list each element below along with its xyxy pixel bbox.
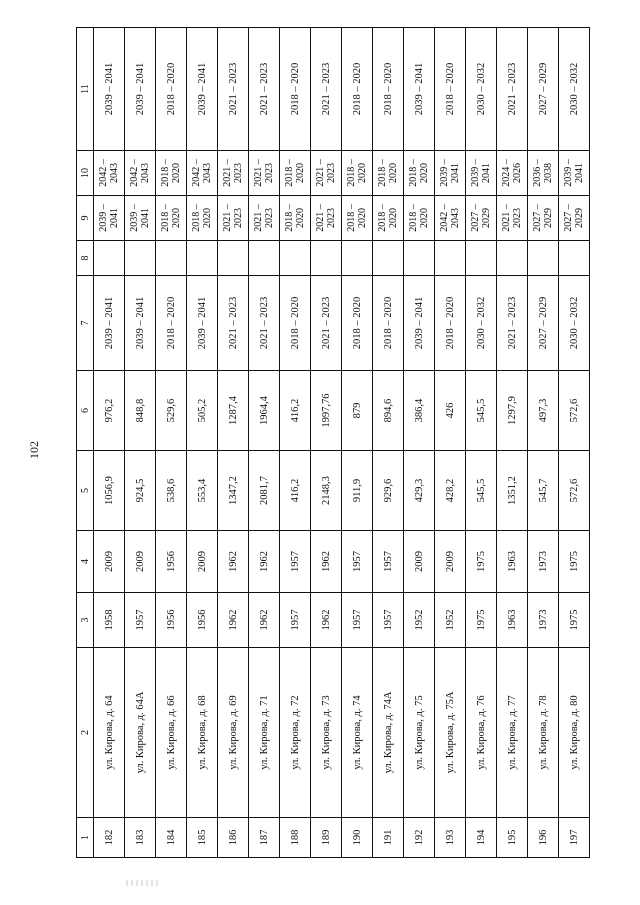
column-9-period-cell-end: 2029 — [543, 208, 554, 228]
total-area-cell: 911,9 — [342, 451, 373, 531]
total-area-cell: 429,3 — [404, 451, 435, 531]
final-period-cell: 2018 – 2020 — [156, 28, 187, 151]
column-10-period-cell-start: 2021 – — [222, 159, 233, 187]
column-8-cell — [559, 241, 590, 276]
address-cell: ул. Кирова, д. 74 — [342, 648, 373, 818]
column-9-period-cell — [559, 196, 590, 241]
address-cell: ул. Кирова, д. 69 — [218, 648, 249, 818]
column-8-cell — [218, 241, 249, 276]
column-10-period-cell — [94, 151, 125, 196]
table-row — [342, 28, 373, 858]
total-area-cell: 2148,3 — [311, 451, 342, 531]
column-9-period-cell-start: 2018 – — [377, 204, 388, 232]
overhaul-year-cell: 1962 — [249, 531, 280, 593]
living-area-cell: 894,6 — [373, 371, 404, 451]
overhaul-year-cell: 1957 — [280, 531, 311, 593]
final-period-cell: 2021 – 2023 — [311, 28, 342, 151]
construction-year-cell: 1973 — [528, 593, 559, 648]
overhaul-year-cell: 2009 — [404, 531, 435, 593]
column-10-period-cell — [125, 151, 156, 196]
construction-year-cell: 1957 — [125, 593, 156, 648]
column-8-cell — [125, 241, 156, 276]
total-area-cell: 428,2 — [435, 451, 466, 531]
construction-year-cell: 1957 — [280, 593, 311, 648]
final-period-cell: 2018 – 2020 — [342, 28, 373, 151]
column-10-period-cell — [373, 151, 404, 196]
row-number-cell: 183 — [125, 818, 156, 858]
total-area-cell: 553,4 — [187, 451, 218, 531]
living-area-cell: 545,5 — [466, 371, 497, 451]
total-area-cell: 1056,9 — [94, 451, 125, 531]
address-cell: ул. Кирова, д. 74А — [373, 648, 404, 818]
living-area-cell: 1997,76 — [311, 371, 342, 451]
column-8-cell — [311, 241, 342, 276]
column-header-3: 3 — [77, 593, 94, 648]
column-9-period-cell-end: 2020 — [419, 208, 430, 228]
column-10-period-cell-start: 2021 – — [253, 159, 264, 187]
planned-period-cell: 2027 – 2029 — [528, 276, 559, 371]
column-9-period-cell-start: 2027 – — [563, 204, 574, 232]
row-number-cell: 186 — [218, 818, 249, 858]
column-10-period-cell-start: 2018 – — [408, 159, 419, 187]
planned-period-cell: 2039 – 2041 — [187, 276, 218, 371]
column-10-period-cell — [559, 151, 590, 196]
living-area-cell: 879 — [342, 371, 373, 451]
table-row — [125, 28, 156, 858]
column-9-period-cell — [280, 196, 311, 241]
column-9-period-cell — [435, 196, 466, 241]
table-row — [404, 28, 435, 858]
living-area-cell: 426 — [435, 371, 466, 451]
column-header-7: 7 — [77, 276, 94, 371]
column-9-period-cell — [249, 196, 280, 241]
column-9-period-cell-end: 2020 — [388, 208, 399, 228]
living-area-cell: 848,8 — [125, 371, 156, 451]
planned-period-cell: 2039 – 2041 — [125, 276, 156, 371]
final-period-cell: 2039 – 2041 — [404, 28, 435, 151]
planned-period-cell: 2018 – 2020 — [435, 276, 466, 371]
column-8-cell — [373, 241, 404, 276]
column-10-period-cell — [280, 151, 311, 196]
living-area-cell: 416,2 — [280, 371, 311, 451]
column-9-period-cell — [125, 196, 156, 241]
overhaul-year-cell: 1962 — [218, 531, 249, 593]
total-area-cell: 1347,2 — [218, 451, 249, 531]
column-9-period-cell-end: 2041 — [109, 208, 120, 228]
total-area-cell: 924,5 — [125, 451, 156, 531]
total-area-cell: 538,6 — [156, 451, 187, 531]
column-10-period-cell — [528, 151, 559, 196]
planned-period-cell: 2021 – 2023 — [218, 276, 249, 371]
table-row — [373, 28, 404, 858]
column-9-period-cell-start: 2027 – — [470, 204, 481, 232]
column-header-6: 6 — [77, 371, 94, 451]
table-row — [280, 28, 311, 858]
column-9-period-cell-start: 2018 – — [408, 204, 419, 232]
column-9-period-cell-end: 2023 — [264, 208, 275, 228]
living-area-cell: 505,2 — [187, 371, 218, 451]
construction-year-cell: 1962 — [218, 593, 249, 648]
column-10-period-cell-end: 2023 — [233, 163, 244, 183]
overhaul-year-cell: 1957 — [342, 531, 373, 593]
living-area-cell: 529,6 — [156, 371, 187, 451]
column-10-period-cell — [187, 151, 218, 196]
final-period-cell: 2018 – 2020 — [435, 28, 466, 151]
column-9-period-cell-start: 2042 – — [439, 204, 450, 232]
final-period-cell: 2018 – 2020 — [280, 28, 311, 151]
address-cell: ул. Кирова, д. 64 — [94, 648, 125, 818]
row-number-cell: 190 — [342, 818, 373, 858]
column-9-period-cell-end: 2020 — [171, 208, 182, 228]
column-10-period-cell-start: 2042 – — [191, 159, 202, 187]
planned-period-cell: 2018 – 2020 — [342, 276, 373, 371]
column-9-period-cell-start: 2021 – — [315, 204, 326, 232]
column-9-period-cell-end: 2023 — [233, 208, 244, 228]
planned-period-cell: 2030 – 2032 — [559, 276, 590, 371]
planned-period-cell: 2018 – 2020 — [156, 276, 187, 371]
column-10-period-cell-end: 2023 — [264, 163, 275, 183]
column-header-1: 1 — [77, 818, 94, 858]
column-8-cell — [94, 241, 125, 276]
column-9-period-cell — [311, 196, 342, 241]
column-10-period-cell-end: 2038 — [543, 163, 554, 183]
address-cell: ул. Кирова, д. 80 — [559, 648, 590, 818]
column-9-period-cell-end: 2023 — [512, 208, 523, 228]
column-9-period-cell-start: 2018 – — [191, 204, 202, 232]
total-area-cell: 2081,7 — [249, 451, 280, 531]
address-cell: ул. Кирова, д. 72 — [280, 648, 311, 818]
column-9-period-cell-end: 2023 — [326, 208, 337, 228]
column-10-period-cell-start: 2042 – — [129, 159, 140, 187]
column-header-2: 2 — [77, 648, 94, 818]
column-header-10: 10 — [77, 151, 94, 196]
column-9-period-cell — [218, 196, 249, 241]
column-8-cell — [342, 241, 373, 276]
column-9-period-cell-start: 2027 – — [532, 204, 543, 232]
overhaul-year-cell: 2009 — [187, 531, 218, 593]
planned-period-cell: 2021 – 2023 — [249, 276, 280, 371]
column-10-period-cell-start: 2018 – — [284, 159, 295, 187]
total-area-cell: 545,5 — [466, 451, 497, 531]
planned-period-cell: 2030 – 2032 — [466, 276, 497, 371]
row-number-cell: 184 — [156, 818, 187, 858]
column-10-period-cell-end: 2043 — [109, 163, 120, 183]
column-8-cell — [435, 241, 466, 276]
final-period-cell: 2030 – 2032 — [559, 28, 590, 151]
address-cell: ул. Кирова, д. 78 — [528, 648, 559, 818]
column-number-header-row — [77, 28, 94, 858]
row-number-cell: 185 — [187, 818, 218, 858]
table-row — [94, 28, 125, 858]
final-period-cell: 2021 – 2023 — [497, 28, 528, 151]
column-8-cell — [528, 241, 559, 276]
column-9-period-cell-start: 2039 – — [129, 204, 140, 232]
living-area-cell: 497,3 — [528, 371, 559, 451]
column-header-8: 8 — [77, 241, 94, 276]
planned-period-cell: 2021 – 2023 — [497, 276, 528, 371]
column-10-period-cell-start: 2039 – — [563, 159, 574, 187]
overhaul-year-cell: 1975 — [466, 531, 497, 593]
construction-year-cell: 1957 — [373, 593, 404, 648]
address-cell: ул. Кирова, д. 77 — [497, 648, 528, 818]
overhaul-year-cell: 1973 — [528, 531, 559, 593]
address-cell: ул. Кирова, д. 68 — [187, 648, 218, 818]
column-10-period-cell-start: 2018 – — [346, 159, 357, 187]
column-9-period-cell — [94, 196, 125, 241]
final-period-cell: 2021 – 2023 — [218, 28, 249, 151]
final-period-cell: 2021 – 2023 — [249, 28, 280, 151]
living-area-cell: 572,6 — [559, 371, 590, 451]
column-10-period-cell-end: 2041 — [574, 163, 585, 183]
row-number-cell: 197 — [559, 818, 590, 858]
construction-year-cell: 1957 — [342, 593, 373, 648]
living-area-cell: 1297,9 — [497, 371, 528, 451]
column-10-period-cell-end: 2020 — [295, 163, 306, 183]
construction-year-cell: 1975 — [559, 593, 590, 648]
row-number-cell: 188 — [280, 818, 311, 858]
column-8-cell — [249, 241, 280, 276]
final-period-cell: 2039 – 2041 — [187, 28, 218, 151]
column-10-period-cell-start: 2039 – — [439, 159, 450, 187]
column-10-period-cell — [156, 151, 187, 196]
column-8-cell — [404, 241, 435, 276]
table-body — [94, 28, 590, 858]
table-row — [435, 28, 466, 858]
column-10-period-cell-end: 2041 — [450, 163, 461, 183]
planned-period-cell: 2039 – 2041 — [404, 276, 435, 371]
column-9-period-cell-start: 2021 – — [501, 204, 512, 232]
column-9-period-cell-end: 2029 — [574, 208, 585, 228]
total-area-cell: 416,2 — [280, 451, 311, 531]
overhaul-year-cell: 1957 — [373, 531, 404, 593]
document-sheet — [76, 28, 586, 858]
overhaul-year-cell: 2009 — [125, 531, 156, 593]
page-number: 102 — [27, 441, 41, 459]
address-cell: ул. Кирова, д. 73 — [311, 648, 342, 818]
column-9-period-cell-start: 2021 – — [222, 204, 233, 232]
address-cell: ул. Кирова, д. 75 — [404, 648, 435, 818]
final-period-cell: 2039 – 2041 — [94, 28, 125, 151]
column-10-period-cell-end: 2020 — [171, 163, 182, 183]
column-10-period-cell-start: 2021 – — [315, 159, 326, 187]
column-10-period-cell-start: 2039 – — [470, 159, 481, 187]
column-10-period-cell — [435, 151, 466, 196]
column-9-period-cell-start: 2018 – — [346, 204, 357, 232]
column-9-period-cell — [187, 196, 218, 241]
column-8-cell — [280, 241, 311, 276]
column-9-period-cell — [342, 196, 373, 241]
column-9-period-cell — [156, 196, 187, 241]
column-10-period-cell-start: 2024 – — [501, 159, 512, 187]
scan-artifact — [126, 880, 158, 886]
table-row — [156, 28, 187, 858]
column-8-cell — [497, 241, 528, 276]
row-number-cell: 195 — [497, 818, 528, 858]
construction-year-cell: 1962 — [249, 593, 280, 648]
column-9-period-cell-start: 2039 – — [98, 204, 109, 232]
column-10-period-cell-start: 2042 – — [98, 159, 109, 187]
column-9-period-cell-start: 2021 – — [253, 204, 264, 232]
table-row — [311, 28, 342, 858]
construction-year-cell: 1962 — [311, 593, 342, 648]
column-8-cell — [466, 241, 497, 276]
table-row — [466, 28, 497, 858]
column-10-period-cell-end: 2043 — [140, 163, 151, 183]
row-number-cell: 193 — [435, 818, 466, 858]
column-10-period-cell-end: 2020 — [419, 163, 430, 183]
column-8-cell — [187, 241, 218, 276]
row-number-cell: 189 — [311, 818, 342, 858]
column-header-11: 11 — [77, 28, 94, 151]
overhaul-year-cell: 1956 — [156, 531, 187, 593]
table-row — [218, 28, 249, 858]
final-period-cell: 2030 – 2032 — [466, 28, 497, 151]
column-10-period-cell-start: 2018 – — [377, 159, 388, 187]
construction-year-cell: 1956 — [156, 593, 187, 648]
column-10-period-cell — [249, 151, 280, 196]
column-10-period-cell-end: 2020 — [357, 163, 368, 183]
overhaul-year-cell: 2009 — [94, 531, 125, 593]
row-number-cell: 192 — [404, 818, 435, 858]
column-9-period-cell — [497, 196, 528, 241]
column-9-period-cell — [404, 196, 435, 241]
column-9-period-cell-end: 2020 — [357, 208, 368, 228]
column-9-period-cell — [528, 196, 559, 241]
column-10-period-cell — [311, 151, 342, 196]
construction-year-cell: 1952 — [435, 593, 466, 648]
final-period-cell: 2027 – 2029 — [528, 28, 559, 151]
column-10-period-cell-end: 2023 — [326, 163, 337, 183]
overhaul-year-cell: 1963 — [497, 531, 528, 593]
address-cell: ул. Кирова, д. 76 — [466, 648, 497, 818]
column-10-period-cell-end: 2043 — [202, 163, 213, 183]
column-9-period-cell-end: 2029 — [481, 208, 492, 228]
column-9-period-cell-end: 2020 — [295, 208, 306, 228]
rotated-table-container — [76, 28, 586, 858]
living-area-cell: 1964,4 — [249, 371, 280, 451]
row-number-cell: 191 — [373, 818, 404, 858]
overhaul-year-cell: 2009 — [435, 531, 466, 593]
housing-repair-table — [76, 27, 590, 858]
total-area-cell: 1351,2 — [497, 451, 528, 531]
column-10-period-cell — [218, 151, 249, 196]
planned-period-cell: 2018 – 2020 — [280, 276, 311, 371]
column-9-period-cell-start: 2018 – — [160, 204, 171, 232]
table-row — [187, 28, 218, 858]
construction-year-cell: 1958 — [94, 593, 125, 648]
row-number-cell: 182 — [94, 818, 125, 858]
row-number-cell: 194 — [466, 818, 497, 858]
address-cell: ул. Кирова, д. 66 — [156, 648, 187, 818]
total-area-cell: 545,7 — [528, 451, 559, 531]
column-10-period-cell-start: 2018 – — [160, 159, 171, 187]
column-9-period-cell-end: 2020 — [202, 208, 213, 228]
column-9-period-cell-end: 2043 — [450, 208, 461, 228]
column-header-9: 9 — [77, 196, 94, 241]
column-10-period-cell-end: 2041 — [481, 163, 492, 183]
row-number-cell: 187 — [249, 818, 280, 858]
column-10-period-cell — [497, 151, 528, 196]
planned-period-cell: 2021 – 2023 — [311, 276, 342, 371]
construction-year-cell: 1952 — [404, 593, 435, 648]
planned-period-cell: 2018 – 2020 — [373, 276, 404, 371]
column-10-period-cell — [404, 151, 435, 196]
table-row — [497, 28, 528, 858]
construction-year-cell: 1956 — [187, 593, 218, 648]
final-period-cell: 2018 – 2020 — [373, 28, 404, 151]
column-10-period-cell-start: 2036 – — [532, 159, 543, 187]
column-10-period-cell — [342, 151, 373, 196]
column-header-4: 4 — [77, 531, 94, 593]
table-row — [559, 28, 590, 858]
construction-year-cell: 1975 — [466, 593, 497, 648]
planned-period-cell: 2039 – 2041 — [94, 276, 125, 371]
total-area-cell: 929,6 — [373, 451, 404, 531]
row-number-cell: 196 — [528, 818, 559, 858]
column-9-period-cell-start: 2018 – — [284, 204, 295, 232]
column-9-period-cell-end: 2041 — [140, 208, 151, 228]
construction-year-cell: 1963 — [497, 593, 528, 648]
overhaul-year-cell: 1975 — [559, 531, 590, 593]
address-cell: ул. Кирова, д. 71 — [249, 648, 280, 818]
column-9-period-cell — [373, 196, 404, 241]
column-10-period-cell-end: 2020 — [388, 163, 399, 183]
column-10-period-cell — [466, 151, 497, 196]
total-area-cell: 572,6 — [559, 451, 590, 531]
living-area-cell: 1287,4 — [218, 371, 249, 451]
column-8-cell — [156, 241, 187, 276]
column-header-5: 5 — [77, 451, 94, 531]
column-9-period-cell — [466, 196, 497, 241]
column-10-period-cell-end: 2026 — [512, 163, 523, 183]
address-cell: ул. Кирова, д. 75А — [435, 648, 466, 818]
table-row — [528, 28, 559, 858]
living-area-cell: 976,2 — [94, 371, 125, 451]
table-row — [249, 28, 280, 858]
overhaul-year-cell: 1962 — [311, 531, 342, 593]
address-cell: ул. Кирова, д. 64А — [125, 648, 156, 818]
living-area-cell: 386,4 — [404, 371, 435, 451]
final-period-cell: 2039 – 2041 — [125, 28, 156, 151]
